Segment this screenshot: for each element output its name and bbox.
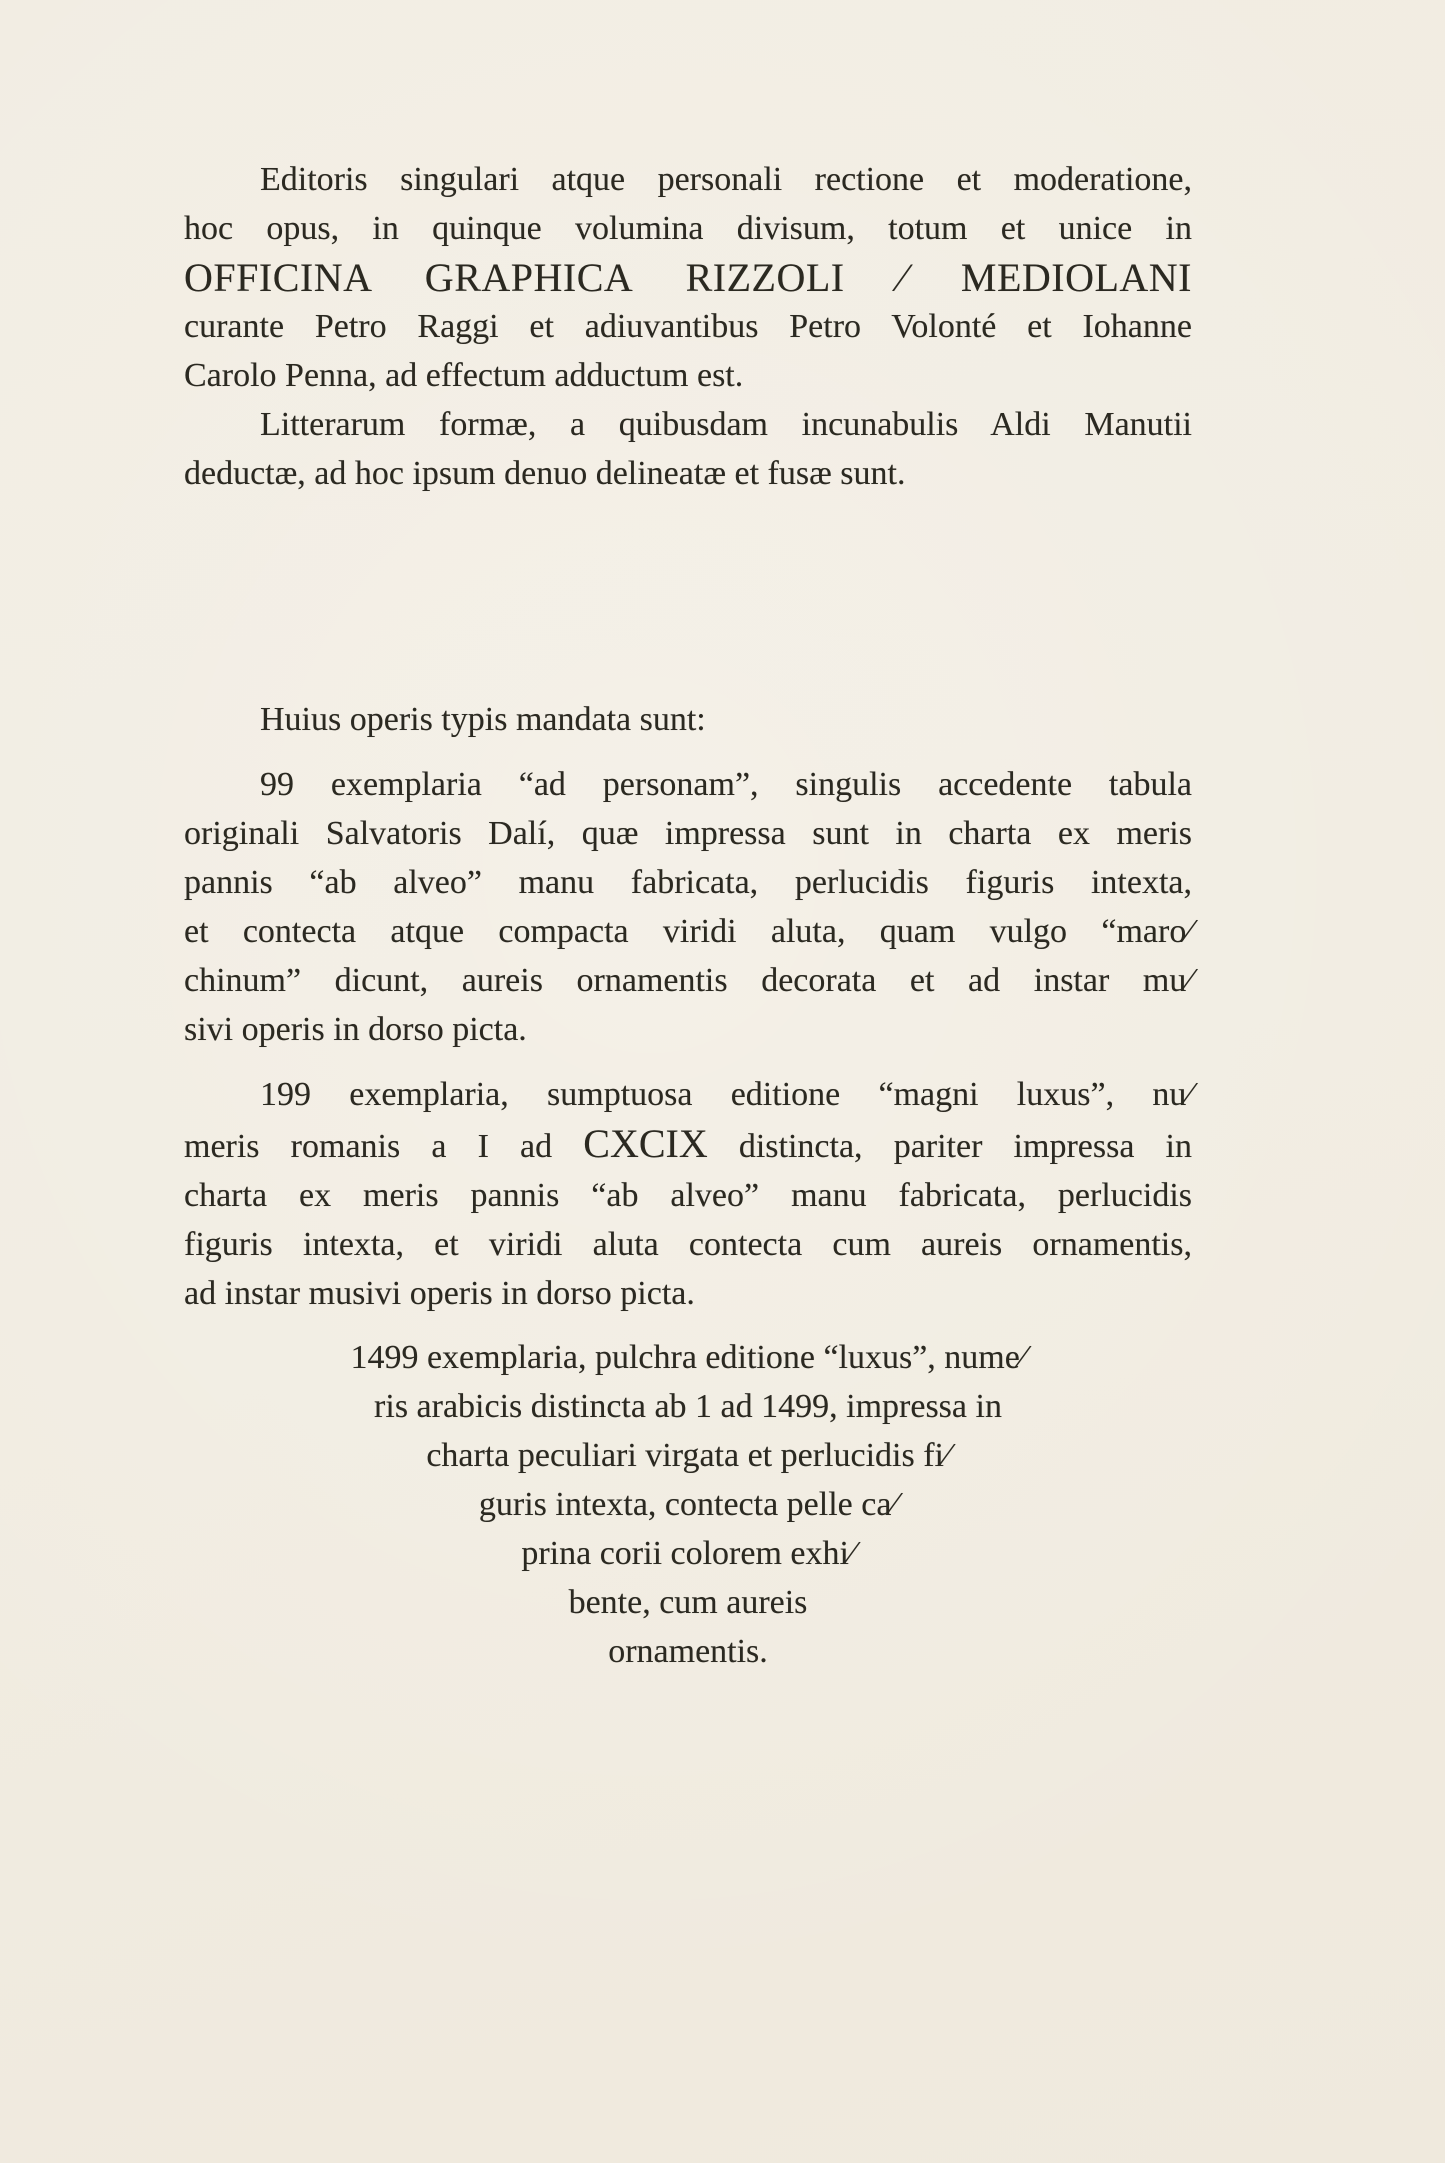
colophon-text-block [184,155,1192,1676]
text-line: Carolo Penna, ad effectum adductum est. [184,357,744,394]
text-line: sivi operis in dorso picta. [184,1011,527,1048]
paragraph-editoris [184,155,1192,400]
text-line: curante Petro Raggi et adiuvantibus Petro Volonté et Iohanne [184,308,1192,345]
text-line: 199 exemplaria, sumptuosa editione “magni luxus”, nu⁄ [260,1076,1192,1113]
text-line [184,1119,1192,1171]
text-line: pannis “ab alveo” manu fabricata, perlucidis figuris intexta, [184,864,1192,901]
text-line: guris intexta, contecta pelle ca⁄ [478,1486,898,1523]
text-line: 99 exemplaria “ad personam”, singulis accedente tabula [260,766,1192,803]
paragraph-edition-199 [184,1070,1192,1318]
text-line: Editoris singulari atque personali rectione et moderatione, [260,161,1192,198]
text-line: originali Salvatoris Dalí, quæ impressa sunt in charta ex meris [184,815,1192,852]
text-line: prina corii colorem exhi⁄ [521,1535,855,1572]
text-line: charta ex meris pannis “ab alveo” manu fabricata, perlucidis [184,1177,1192,1214]
text-line: 1499 exemplaria, pulchra editione “luxus”, nume⁄ [350,1339,1026,1376]
publisher-name-line: OFFICINA GRAPHICA RIZZOLI ⁄ MEDIOLANI [184,255,1192,300]
text-line: charta peculiari virgata et perlucidis fi⁄ [426,1437,950,1474]
text-line: figuris intexta, et viridi aluta contecta cum aureis ornamentis, [184,1226,1192,1263]
paragraph-edition-99 [184,760,1192,1054]
text-line: ris arabicis distincta ab 1 ad 1499, impressa in [374,1388,1002,1425]
colophon-heading: Huius operis typis mandata sunt: [260,701,706,738]
text-line: Litterarum formæ, a quibusdam incunabulis Aldi Manutii [260,406,1192,443]
paragraph-litterarum [184,400,1192,498]
text-segment: distincta, pariter impressa in [707,1128,1192,1165]
text-line: hoc opus, in quinque volumina divisum, totum et unice in [184,210,1192,247]
paragraph-edition-1499-triangle [184,1333,1192,1676]
roman-numeral: CXCIX [583,1121,708,1166]
text-line: ornamentis. [608,1633,768,1670]
text-line: deductæ, ad hoc ipsum denuo delineatæ et fusæ sunt. [184,455,906,492]
text-line: chinum” dicunt, aureis ornamentis decorata et ad instar mu⁄ [184,962,1192,999]
text-line: et contecta atque compacta viridi aluta, quam vulgo “maro⁄ [184,913,1192,950]
text-line: ad instar musivi operis in dorso picta. [184,1275,695,1312]
text-segment: meris romanis a I ad [184,1128,584,1165]
text-line: bente, cum aureis [568,1584,808,1621]
